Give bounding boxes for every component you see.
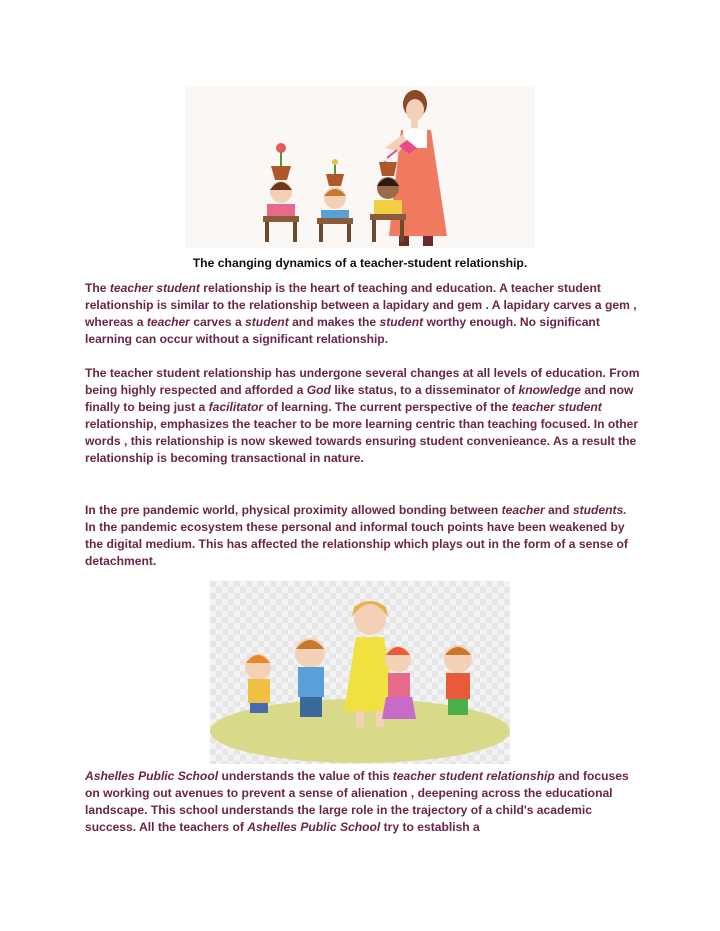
text-segment: relationship, emphasizes the teacher to be more learning centric than teaching focused. In other words , this relationship is now skewed towards ensuring student convenieance. As a result the relationship is becoming transactional in nature. [85, 417, 639, 465]
emphasis: Ashelles Public School [85, 769, 219, 783]
text-segment: of learning. The current perspective of the [263, 400, 512, 414]
emphasis: teacher [501, 503, 545, 517]
text-segment: and [544, 503, 573, 517]
emphasis: teacher student relationship [392, 769, 555, 783]
emphasis: teacher student [511, 400, 602, 414]
paragraph-3 [85, 502, 640, 570]
emphasis: students. [572, 503, 627, 517]
figure-caption: The changing dynamics of a teacher-student relationship. [192, 256, 528, 270]
emphasis: knowledge [518, 383, 581, 397]
text-segment: The teacher student relationship has undergone several changes at all levels of education. From being highly respected and afforded a [85, 366, 640, 397]
emphasis: teacher [146, 315, 190, 329]
text-segment: and now finally to being just a [85, 383, 634, 414]
paragraph-4 [85, 768, 640, 836]
text-segment: like status, to a disseminator of [330, 383, 519, 397]
text-segment: In the pandemic ecosystem these personal and informal touch points have been weakened by the digital medium. This has affected the relationship which plays out in the form of a sense of detachment. [85, 520, 628, 568]
emphasis: student [379, 315, 424, 329]
text-segment: and focuses on working out avenues to prevent a sense of alienation , deepening across the educational landscape. This school understands the large role in the trajectory of a child's academic success. All the teachers of [85, 769, 629, 834]
emphasis: student [245, 315, 289, 329]
emphasis: facilitator [208, 400, 264, 414]
text-segment: and makes the [288, 315, 380, 329]
teacher-watering-students-illustration [185, 86, 535, 248]
emphasis: teacher student [109, 281, 200, 295]
teacher-with-children-illustration [210, 581, 510, 764]
text-segment: In the pre pandemic world, physical proximity allowed bonding between [85, 503, 502, 517]
text-segment: carves a [189, 315, 246, 329]
paragraph-1 [85, 280, 640, 348]
text-segment: relationship is the heart of teaching and education. A teacher student relationship is similar to the relationship between a lapidary and gem . A lapidary carves a gem , whereas a [85, 281, 637, 329]
text-segment: understands the value of this [218, 769, 393, 783]
text-segment: worthy enough. No significant learning can occur without a significant relationship. [85, 315, 600, 346]
text-segment: try to establish a [380, 820, 480, 834]
emphasis: God [306, 383, 331, 397]
paragraph-2 [85, 365, 640, 467]
emphasis: Ashelles Public School [247, 820, 381, 834]
text-segment: The [85, 281, 110, 295]
